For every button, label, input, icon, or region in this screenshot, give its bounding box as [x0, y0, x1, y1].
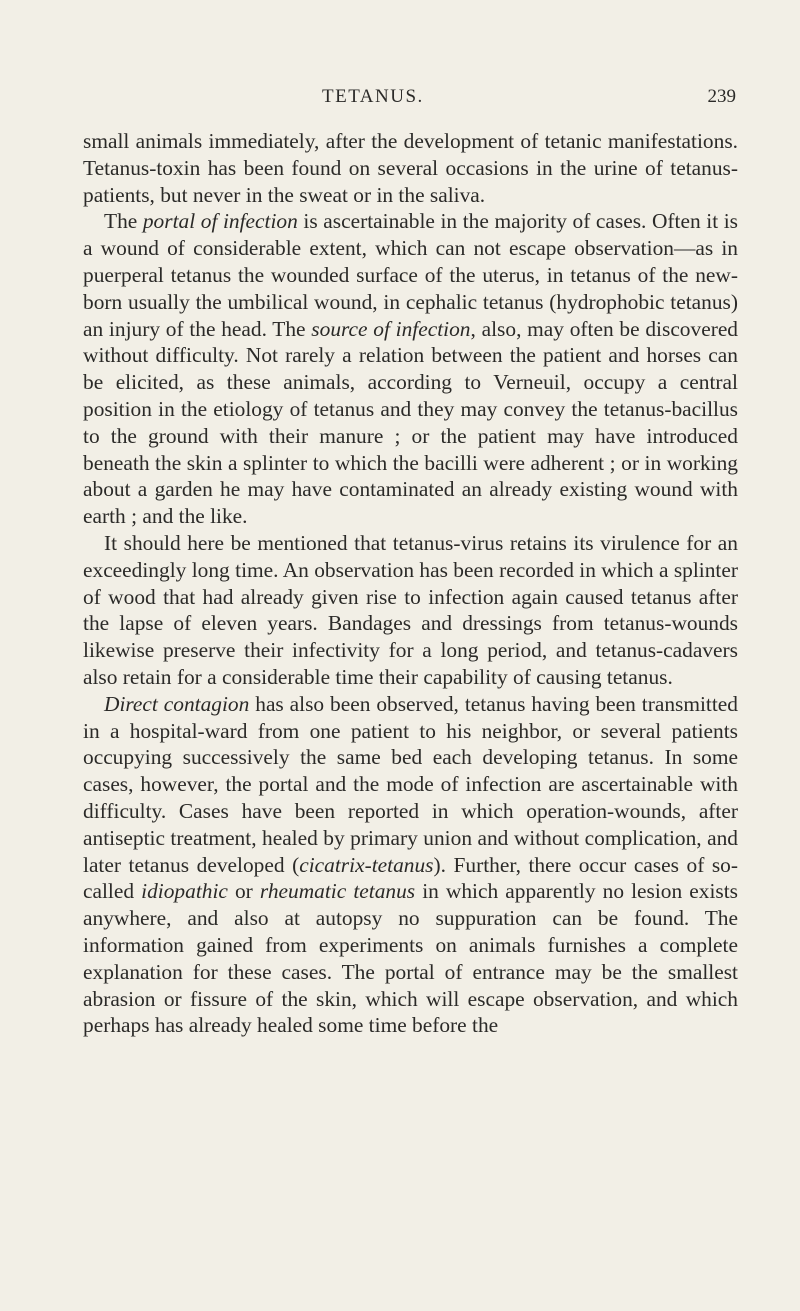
text-run: or [227, 879, 260, 904]
text-run: in which apparently no lesion exists anywhere, and also at autopsy no suppuration can be found. The information gained from experiments on animals furnishes a complete explanation for these cases. The portal of entrance may be the smallest abrasion or fissure of the skin, which will escape observation, and which perhaps has already healed some time before the [83, 879, 738, 1038]
italic-term: idiopathic [141, 879, 228, 904]
paragraph [83, 208, 738, 530]
text-run: ). Further, there occur cases of so-called [83, 852, 738, 904]
running-title: TETANUS. [322, 86, 424, 107]
page-number: 239 [707, 86, 736, 107]
text-run: The [104, 209, 143, 234]
text-run: , also, may often be discovered without difficulty. Not rarely a relation between the patient and horses can be elicited, as these animals, according to Verneuil, occupy a central position in the etiology of tetanus and they may convey the tetanus-bacillus to the ground with their manure ; or the patient may have introduced beneath the skin a splinter to which the bacilli were adherent ; or in working about a garden he may have contaminated an already existing wound with earth ; and the like. [83, 316, 739, 529]
italic-term: cicatrix-tetanus [299, 852, 434, 877]
body-text [83, 128, 738, 1039]
text-run: small animals immediately, after the development of tetanic manifestations. Tetanus-toxin has been found on several occasions in the urine of tetanus-patients, but never in the sweat or in the saliva. [83, 129, 738, 207]
italic-term: Direct contagion [104, 691, 250, 716]
paragraph [83, 530, 738, 691]
italic-term: portal of infection [142, 209, 298, 234]
italic-term: source of infection [311, 316, 471, 341]
paragraph [83, 691, 738, 1039]
paragraph [83, 128, 738, 208]
text-run: It should here be mentioned that tetanus-virus retains its virulence for an exceedingly long time. An observation has been recorded in which a splinter of wood that had already given rise to infection again caused tetanus after the lapse of eleven years. Bandages and dressings from tetanus-wounds likewise preserve their infectivity for a long period, and tetanus-cadavers also retain for a considerable time their capability of causing tetanus. [83, 530, 738, 689]
text-run: has also been observed, tetanus having been transmitted in a hospital-ward from one patient to his neighbor, or several patients occupying successively the same bed each developing tetanus. In some cases, however, the portal and the mode of infection are ascertainable with difficulty. Cases have been reported in which operation-wounds, after antiseptic treatment, healed by primary union and without complication, and later tetanus developed ( [83, 691, 738, 877]
running-head [0, 86, 800, 114]
text-run: is ascertainable in the majority of cases. Often it is a wound of considerable extent, which can not escape observation—as in puerperal tetanus the wounded surface of the uterus, in tetanus of the new-born usually the umbilical wound, in cephalic tetanus (hydrophobic tetanus) an injury of the head. The [83, 209, 739, 341]
italic-term: rheumatic tetanus [259, 879, 416, 904]
